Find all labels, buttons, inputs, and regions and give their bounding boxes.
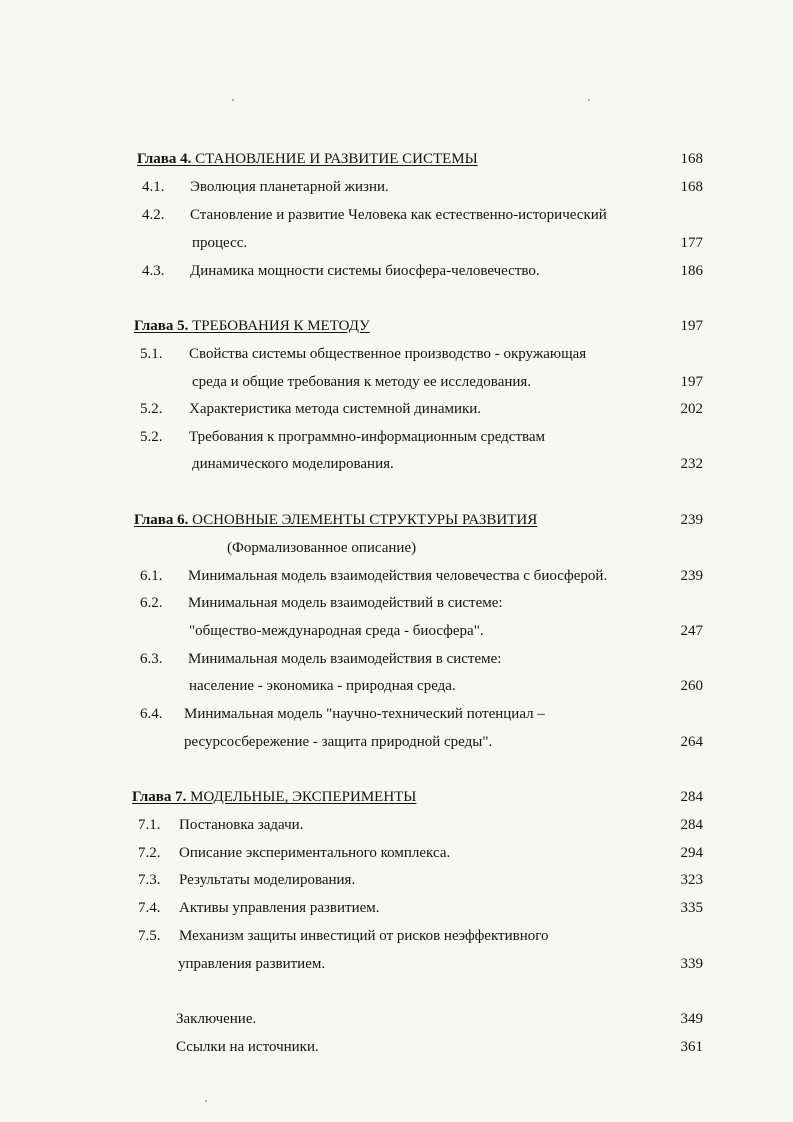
section-title: Описание экспериментального комплекса. (179, 845, 451, 861)
chapter-5-heading: Глава 5. ТРЕБОВАНИЯ К МЕТОДУ (134, 318, 370, 334)
chapter-6-subtitle: (Формализованное описание) (227, 540, 417, 556)
section-title-continued: "общество-международная среда - биосфера". (189, 623, 484, 639)
section-page: 335 (680, 900, 703, 916)
chapter-5-page: 197 (680, 318, 703, 334)
scan-speck (588, 99, 590, 101)
chapter-4-heading: Глава 4. СТАНОВЛЕНИЕ И РАЗВИТИЕ СИСТЕМЫ (137, 151, 478, 167)
section-title: Постановка задачи. (179, 817, 304, 833)
section-number: 4.2. (142, 207, 165, 223)
section-title: Минимальная модель взаимодействия в системе: (188, 651, 502, 667)
section-page: 323 (680, 872, 703, 888)
section-number: 7.3. (138, 872, 161, 888)
chapter-6-page: 239 (680, 512, 703, 528)
section-title-continued: управления развитием. (178, 956, 326, 972)
section-title: Эволюция планетарной жизни. (190, 179, 389, 195)
scan-speck (232, 99, 234, 101)
section-title: Минимальная модель "научно-технический потенциал – (184, 706, 545, 722)
section-title: Свойства системы общественное производство - окружающая (189, 346, 587, 362)
section-number: 6.1. (140, 568, 163, 584)
section-number: 7.4. (138, 900, 161, 916)
section-title: Характеристика метода системной динамики. (189, 401, 482, 417)
section-number: 7.1. (138, 817, 161, 833)
section-page: 168 (680, 179, 703, 195)
chapter-7-heading: Глава 7. МОДЕЛЬНЫЕ, ЭКСПЕРИМЕНТЫ (132, 789, 417, 805)
section-number: 7.5. (138, 928, 161, 944)
section-number: 4.1. (142, 179, 165, 195)
section-number: 6.3. (140, 651, 163, 667)
section-title-continued: среда и общие требования к методу ее исследования. (192, 374, 532, 390)
section-page: 239 (680, 568, 703, 584)
section-title-continued: динамического моделирования. (192, 456, 394, 472)
section-number: 7.2. (138, 845, 161, 861)
section-title: Механизм защиты инвестиций от рисков неэффективного (179, 928, 549, 944)
references-page: 361 (680, 1039, 703, 1055)
section-page: 197 (680, 374, 703, 390)
chapter-4-page: 168 (680, 151, 703, 167)
section-title: Становление и развитие Человека как естественно-исторический (190, 207, 607, 223)
section-page: 260 (680, 678, 703, 694)
section-page: 294 (680, 845, 703, 861)
conclusion-entry: Заключение. (176, 1011, 257, 1027)
section-title: Минимальная модель взаимодействия человечества с биосферой. (188, 568, 608, 584)
section-title: Минимальная модель взаимодействий в системе: (188, 595, 503, 611)
references-entry: Ссылки на источники. (176, 1039, 319, 1055)
section-number: 6.4. (140, 706, 163, 722)
section-title: Результаты моделирования. (179, 872, 356, 888)
section-number: 5.2. (140, 401, 163, 417)
section-number: 6.2. (140, 595, 163, 611)
section-page: 186 (680, 263, 703, 279)
section-page: 264 (680, 734, 703, 750)
section-page: 177 (680, 235, 703, 251)
chapter-7-page: 284 (680, 789, 703, 805)
section-page: 202 (680, 401, 703, 417)
section-title-continued: ресурсосбережение - защита природной среды". (184, 734, 493, 750)
section-number: 5.1. (140, 346, 163, 362)
section-title: Требования к программно-информационным средствам (189, 429, 546, 445)
conclusion-page: 349 (680, 1011, 703, 1027)
section-title-continued: процесс. (192, 235, 248, 251)
section-page: 247 (680, 623, 703, 639)
section-title: Активы управления развитием. (179, 900, 380, 916)
chapter-6-heading: Глава 6. ОСНОВНЫЕ ЭЛЕМЕНТЫ СТРУКТУРЫ РАЗВИТИЯ (134, 512, 538, 528)
section-title: Динамика мощности системы биосфера-человечество. (190, 263, 540, 279)
section-title-continued: население - экономика - природная среда. (189, 678, 456, 694)
section-page: 339 (680, 956, 703, 972)
section-page: 232 (680, 456, 703, 472)
scan-speck (205, 1100, 207, 1102)
section-number: 4.3. (142, 263, 165, 279)
section-page: 284 (680, 817, 703, 833)
section-number: 5.2. (140, 429, 163, 445)
